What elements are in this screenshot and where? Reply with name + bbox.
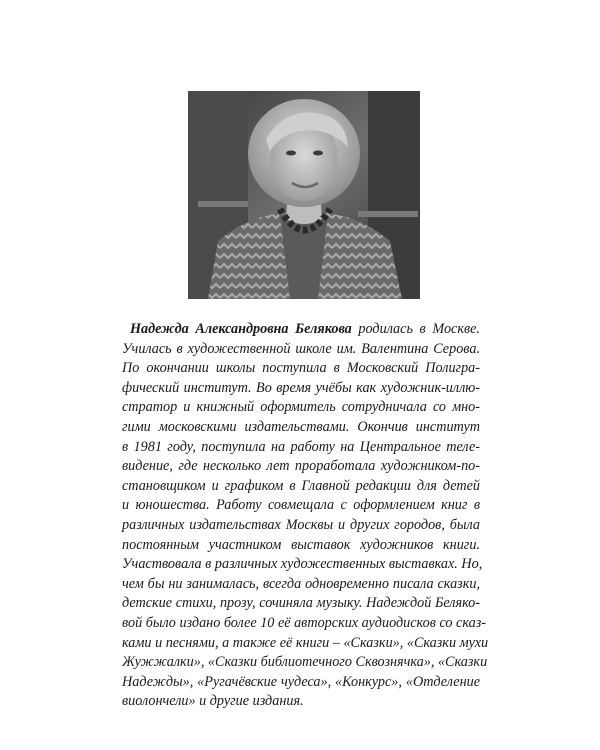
bio-line-11: различных издательствах Москвы и других городов, была — [122, 516, 480, 533]
bio-line-1: Надежда Александровна Белякова родилась в Москве. — [130, 321, 480, 337]
bio-line-17: ками и песнями, а также её книги – «Сказки», «Сказки мухи — [122, 634, 489, 651]
bio-line-15: детские стихи, прозу, сочиняла музыку. Надеждой Беляко- — [122, 595, 480, 612]
author-name: Надежда Александровна Белякова — [130, 321, 352, 337]
bio-line-3: По окончании школы поступила в Московский Полигра- — [122, 360, 480, 377]
author-portrait-photo — [188, 91, 420, 299]
bio-line-9: становщиком и графиком в Главной редакции для детей — [122, 477, 480, 494]
bio-line-8: видение, где несколько лет проработала художником-по- — [122, 458, 480, 475]
bio-line-10: и юношества. Работу совмещала с оформлением книг в — [122, 497, 480, 514]
bio-line-13: Участвовала в различных художественных выставках. Но, — [122, 556, 483, 573]
bio-line-12: постоянным участником выставок художников книги. — [122, 536, 480, 553]
author-biography — [122, 320, 489, 712]
portrait-image — [188, 91, 420, 299]
bio-line-16: вой было издано более 10 её авторских аудиодисков со сказ- — [122, 614, 486, 631]
bio-line-4: фический институт. Во время учёбы как художник-иллю- — [122, 379, 480, 396]
bio-line-14: чем бы ни занималась, всегда одновременно писала сказки, — [122, 575, 480, 592]
bio-line-19: Надежды», «Ругачёвские чудеса», «Конкурс», «Отделение — [122, 673, 480, 690]
bio-line-20: виолончели» и другие издания. — [122, 693, 304, 710]
bio-line-18: Жужжалки», «Сказки библиотечного Сквознячка», «Сказки — [122, 654, 488, 671]
bio-line-7: в 1981 году, поступила на работу на Центральное теле- — [122, 438, 480, 455]
bio-line-2: Училась в художественной школе им. Валентина Серова. — [122, 340, 480, 357]
bio-line-6: гими московскими издательствами. Окончив институт — [122, 418, 480, 435]
bio-line-5: стратор и книжный оформитель сотрудничала со мно- — [122, 399, 480, 416]
